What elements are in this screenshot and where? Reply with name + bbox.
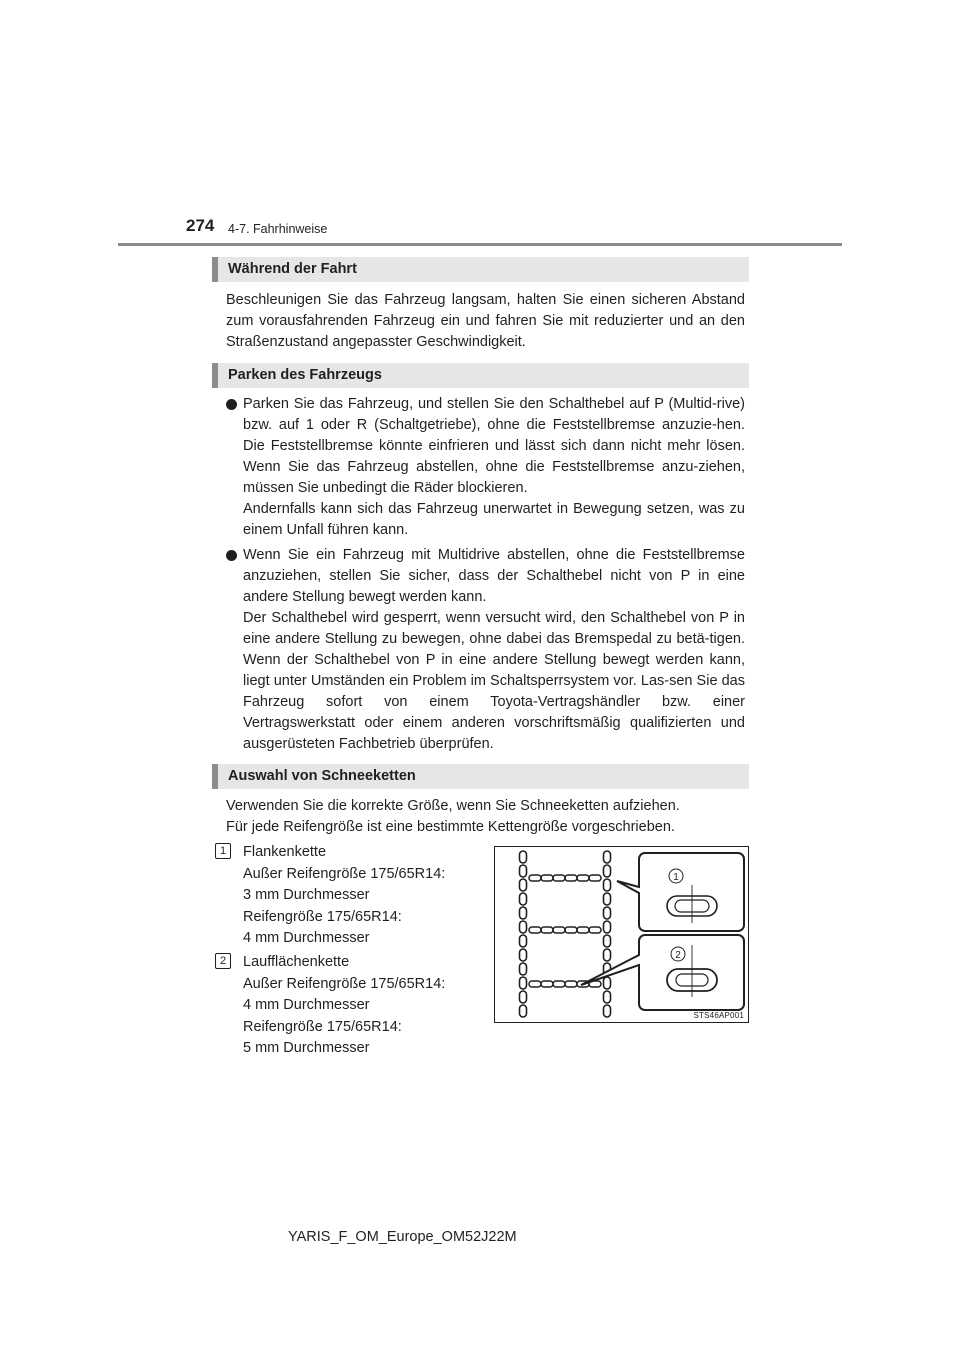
snow-chain-illustration xyxy=(495,847,748,1022)
snow-chain-figure xyxy=(494,846,749,1023)
header-divider xyxy=(118,243,842,246)
document-code: YARIS_F_OM_Europe_OM52J22M xyxy=(288,1229,517,1245)
section-title: Auswahl von Schneeketten xyxy=(228,768,416,784)
item-number-badge: 1 xyxy=(215,843,231,859)
page-number: 274 xyxy=(186,216,215,235)
chapter-title: 4-7. Fahrhinweise xyxy=(228,222,328,236)
item-number-badge: 2 xyxy=(215,953,231,969)
chain-spec-line: 4 mm Durchmesser xyxy=(243,997,370,1013)
bullet-text: Der Schalthebel wird gesperrt, wenn versucht wird, den Schalthebel von P in eine andere Stellung zu bewegen, ohne dabei das Bremspedal zu betä-tigen. Wenn der Schalthebel von P in eine andere Stellung bewegt werden kann, liegt unter Umständen ein Problem im Schaltsperrsystem vor. Las-sen Sie das Fahrzeug sofort von einem Toyota-Vertragshändler bzw. einer Vertragswerkstatt oder einem anderen vorschriftsmäßig qualifizierten und ausgerüsteten Fachbetrieb überprüfen. xyxy=(243,610,745,752)
svg-text:1: 1 xyxy=(673,872,679,883)
chain-spec-line: 4 mm Durchmesser xyxy=(243,930,370,946)
chain-spec-line: Außer Reifengröße 175/65R14: xyxy=(243,975,446,992)
bullet-item xyxy=(226,394,745,541)
figure-code: STS46AP001 xyxy=(693,1011,744,1020)
driving-paragraph: Beschleunigen Sie das Fahrzeug langsam, halten Sie einen sicheren Abstand zum vorausfahrenden Fahrzeug ein und fahren Sie mit reduzierter und an den Straßenzustand angepasster Geschwindigkeit. xyxy=(226,292,745,350)
chain-spec-item xyxy=(243,952,445,1060)
callout-side-chain-detail xyxy=(617,853,744,931)
section-title: Während der Fahrt xyxy=(228,261,357,277)
chain-spec-line: Außer Reifengröße 175/65R14: xyxy=(243,865,446,882)
bullet-item xyxy=(226,545,745,755)
bullet-dot-icon xyxy=(226,550,237,561)
bullet-text: Wenn Sie ein Fahrzeug mit Multidrive abstellen, ohne die Feststellbremse anzuziehen, stellen Sie sicher, dass der Schalthebel nicht von P in eine andere Stellung bewegt werden kann. xyxy=(243,547,745,605)
cross-chain-middle xyxy=(529,927,601,933)
snow-chains-intro-line: Verwenden Sie die korrekte Größe, wenn Sie Schneeketten aufziehen. xyxy=(226,798,680,814)
chain-type: Flankenkette xyxy=(243,844,327,860)
bullet-text: Parken Sie das Fahrzeug, und stellen Sie den Schalthebel auf P (Multid-rive) bzw. auf 1 oder R (Schaltgetriebe), ohne die Feststellbremse anzuzie-hen. Die Feststellbremse könnte einfrieren und lässt sich dann nicht mehr lösen. Wenn Sie das Fahrzeug abstellen, ohne die Feststellbremse anzu-ziehen, müssen Sie unbedingt die Räder blockieren. xyxy=(243,396,745,496)
left-side-chain xyxy=(520,851,527,1017)
chain-spec-item xyxy=(243,842,445,950)
chain-spec-line: 5 mm Durchmesser xyxy=(243,1040,370,1056)
bullet-dot-icon xyxy=(226,399,237,410)
section-heading-driving xyxy=(212,257,749,282)
chain-spec-line: Reifengröße 175/65R14: xyxy=(243,908,402,925)
chain-type: Laufflächenkette xyxy=(243,954,350,970)
svg-text:2: 2 xyxy=(675,950,681,961)
right-side-chain xyxy=(604,851,611,1017)
section-heading-snow-chains xyxy=(212,764,749,789)
section-heading-parking xyxy=(212,363,749,388)
chain-spec-line: 3 mm Durchmesser xyxy=(243,887,370,903)
chain-spec-line: Reifengröße 175/65R14: xyxy=(243,1018,402,1035)
parking-bullet-list xyxy=(226,394,745,755)
bullet-text: Andernfalls kann sich das Fahrzeug unerwartet in Bewegung setzen, was zu einem Unfall führen kann. xyxy=(243,501,745,538)
section-title: Parken des Fahrzeugs xyxy=(228,367,382,383)
cross-chain-top xyxy=(529,875,601,881)
snow-chains-intro-line: Für jede Reifengröße ist eine bestimmte Kettengröße vorgeschrieben. xyxy=(226,819,675,835)
